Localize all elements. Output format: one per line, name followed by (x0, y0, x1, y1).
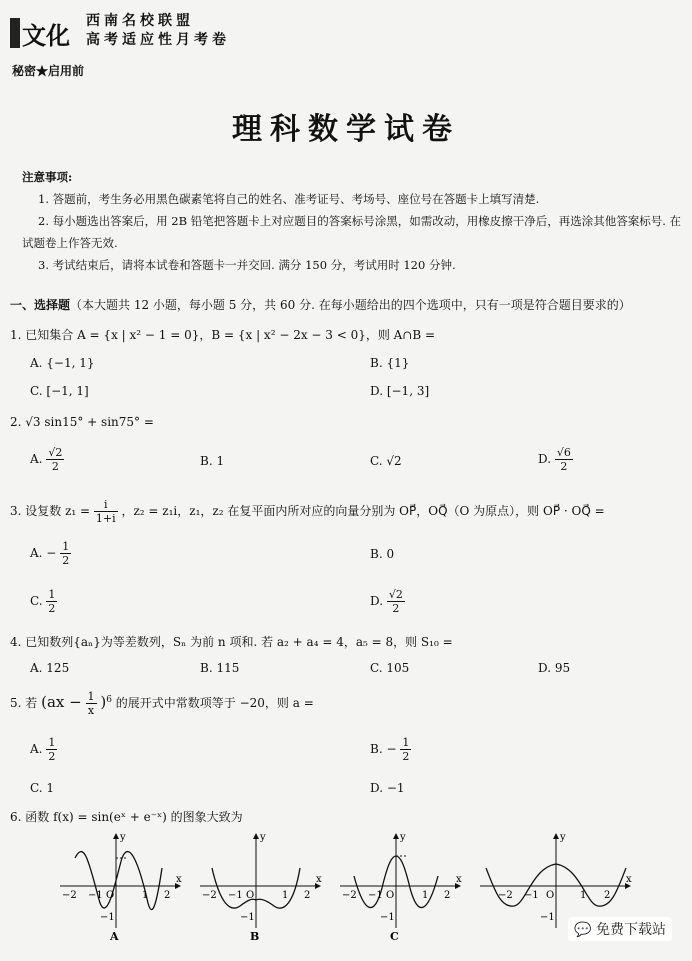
watermark (568, 917, 672, 941)
svg-text:1: 1 (282, 890, 289, 901)
svg-text:−1: −1 (368, 890, 383, 901)
q2-option-c: C. √2 (370, 454, 402, 468)
svg-text:2: 2 (604, 890, 611, 901)
svg-text:−1: −1 (100, 912, 115, 923)
question-3-stem: 3. 设复数 z₁ = $\frac{i}{1+i}$ ，z₂ = z₁i，z₁，z₂ 在复平面内所对应的向量分别为 OP⃗，OQ⃗（O 为原点），则 OP⃗ · OQ⃗ = (10, 498, 605, 525)
notice-item: 1. 答题前，考生务必用黑色碳素笔将自己的姓名、准考证号、考场号、座位号在答题卡上填写清楚. (38, 192, 540, 206)
q1-option-c: C. [−1, 1] (30, 384, 89, 398)
league-name (86, 12, 230, 50)
question-6-stem: 6. 函数 f(x) = sin(eˣ + e⁻ˣ) 的图象大致为 (10, 810, 243, 824)
question-5-stem: 5. 若 (ax − $\frac{1}{x}$ )$^6$ 的展开式中常数项等于 −20，则 a = (10, 690, 314, 717)
graph-b (200, 832, 322, 943)
q6-graphs (50, 828, 650, 946)
q1-option-a: A. {−1, 1} (30, 356, 95, 370)
svg-text:2: 2 (444, 890, 451, 901)
svg-text:x: x (456, 874, 462, 885)
svg-text:x: x (176, 874, 182, 885)
q5-option-b: B. − $\frac{1}{2}$ (370, 736, 410, 763)
q5-option-c: C. 1 (30, 781, 55, 795)
q4-option-a: A. 125 (30, 661, 70, 675)
graph-b-label: B (250, 930, 260, 943)
question-2-stem: 2. √3 sin15° + sin75° = (10, 415, 154, 429)
q1-option-b: B. {1} (370, 356, 410, 370)
svg-text:−1: −1 (228, 890, 243, 901)
q3-option-c: C. $\frac{1}{2}$ (30, 588, 56, 615)
q2-option-b: B. 1 (200, 454, 225, 468)
svg-text:2: 2 (304, 890, 311, 901)
svg-text:y: y (560, 832, 566, 843)
q2-option-d: D. $\frac{√6}{2}$ (538, 446, 571, 473)
q3-option-a: A. − $\frac{1}{2}$ (30, 540, 70, 567)
svg-text:x: x (626, 874, 632, 885)
page-title: 理科数学试卷 (232, 112, 460, 147)
svg-text:x: x (316, 874, 322, 885)
question-4-stem: 4. 已知数列{aₙ}为等差数列，Sₙ 为前 n 项和. 若 a₂ + a₄ = 4，a₅ = 8，则 S₁₀ = (10, 635, 453, 649)
svg-text:2: 2 (164, 890, 171, 901)
svg-text:−1: −1 (88, 890, 103, 901)
graph-a (60, 832, 182, 943)
chat-icon: 💬 (574, 922, 592, 938)
q3-option-d: D. $\frac{√2}{2}$ (370, 588, 403, 615)
notice-heading: 注意事项: (22, 170, 73, 184)
q4-option-b: B. 115 (200, 661, 240, 675)
publisher-logo (10, 14, 72, 54)
league-line-2: 高考适应性月考卷 (86, 32, 230, 48)
svg-text:−2: −2 (202, 890, 217, 901)
svg-text:−1: −1 (524, 890, 539, 901)
graph-c-label: C (390, 930, 399, 943)
league-line-1: 西南名校联盟 (86, 13, 194, 29)
q4-option-c: C. 105 (370, 661, 410, 675)
question-1-stem: 1. 已知集合 A = {x | x² − 1 = 0}，B = {x | x² − 2x − 3 < 0}，则 A∩B = (10, 328, 436, 342)
svg-text:−1: −1 (540, 912, 555, 923)
watermark-text: 免费下载站 (596, 922, 666, 938)
q1-option-d: D. [−1, 3] (370, 384, 430, 398)
svg-text:1: 1 (580, 890, 587, 901)
graph-d (480, 832, 632, 928)
svg-text:O: O (106, 890, 115, 901)
svg-text:O: O (246, 890, 255, 901)
svg-text:O: O (546, 890, 555, 901)
notice-item: 3. 考试结束后，请将本试卷和答题卡一并交回. 满分 150 分，考试用时 120 分钟. (38, 258, 456, 272)
q3-option-b: B. 0 (370, 547, 395, 561)
section-label: 一、选择题 (10, 298, 71, 312)
svg-text:−2: −2 (342, 890, 357, 901)
q5-option-d: D. −1 (370, 781, 405, 795)
svg-text:−1: −1 (240, 912, 255, 923)
section-heading (10, 296, 631, 313)
svg-text:−2: −2 (498, 890, 513, 901)
logo-text: 文化 (22, 21, 70, 50)
svg-text:1: 1 (142, 890, 149, 901)
graph-a-label: A (110, 930, 119, 943)
svg-text:y: y (120, 832, 126, 843)
svg-text:y: y (400, 832, 406, 843)
svg-text:−1: −1 (380, 912, 395, 923)
q5-option-a: A. $\frac{1}{2}$ (30, 736, 56, 763)
svg-text:O: O (386, 890, 395, 901)
confidential-label: 秘密★启用前 (12, 64, 85, 78)
svg-text:y: y (260, 832, 266, 843)
section-desc: （本大题共 12 小题，每小题 5 分，共 60 分. 在每小题给出的四个选项中，只有一项是符合题目要求的） (70, 298, 631, 312)
svg-text:−2: −2 (62, 890, 77, 901)
notice-item: 2. 每小题选出答案后，用 2B 铅笔把答题卡上对应题目的答案标号涂黑，如需改动，用橡皮擦干净后，再选涂其他答案标号. 在试题卷上作答无效. (22, 214, 682, 250)
graph-c (340, 832, 462, 943)
svg-text:1: 1 (422, 890, 429, 901)
q4-option-d: D. 95 (538, 661, 571, 675)
q2-option-a: A. $\frac{√2}{2}$ (30, 446, 63, 473)
notice-block (22, 166, 682, 276)
